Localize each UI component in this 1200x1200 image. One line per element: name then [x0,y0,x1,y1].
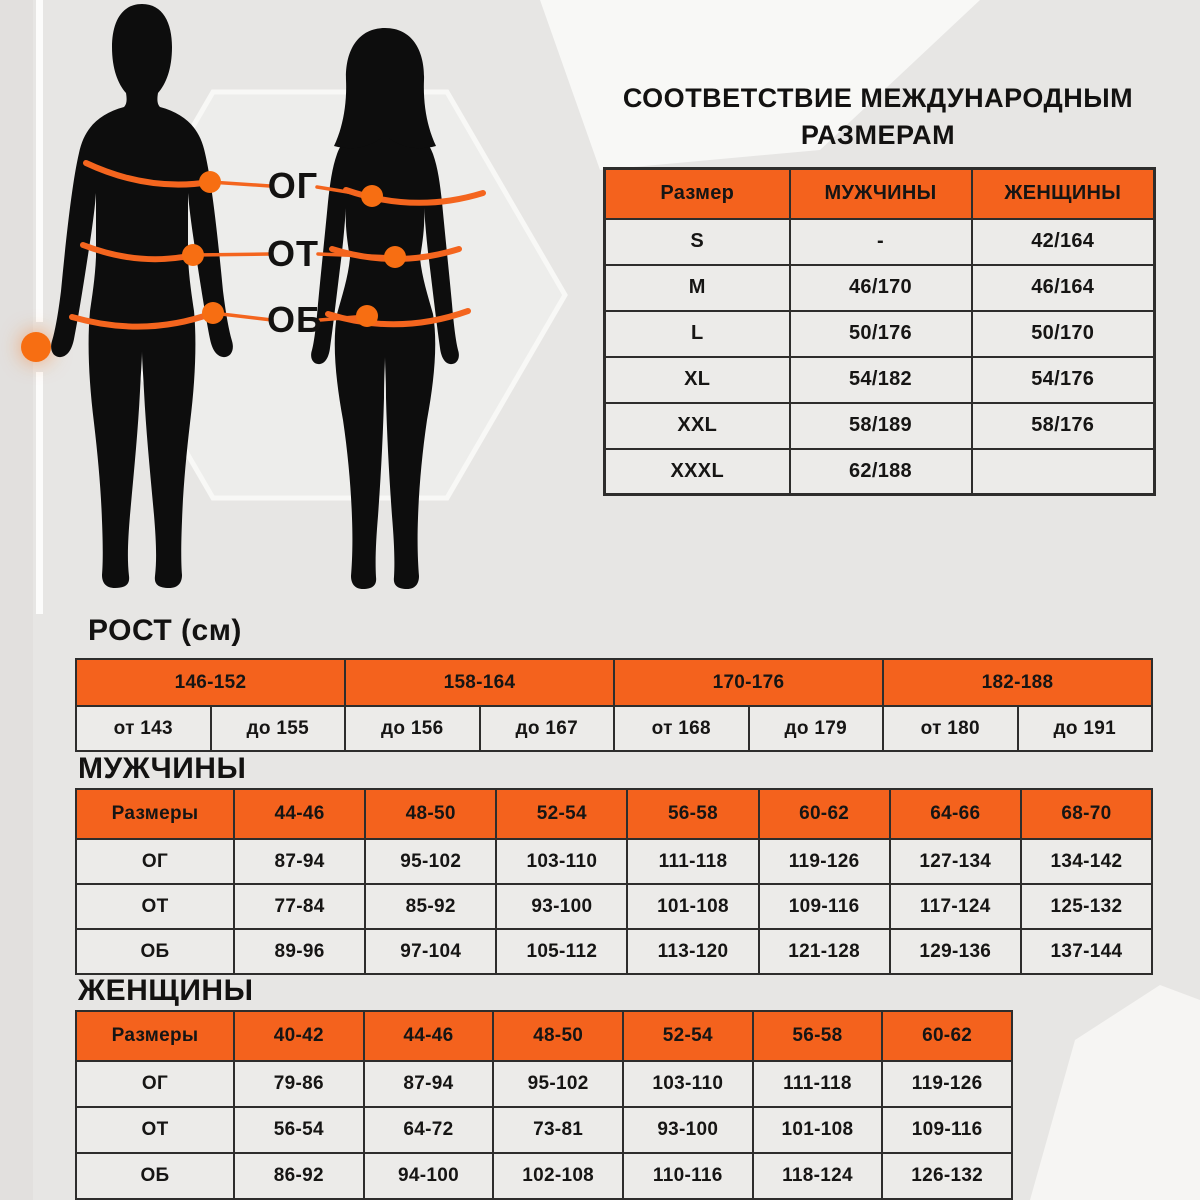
cell: 109-116 [759,884,890,929]
cell: 58/189 [790,403,972,449]
cell: 79-86 [234,1061,364,1107]
cell: до 156 [345,706,480,751]
cell: 93-100 [623,1107,753,1153]
cell: XXXL [605,449,790,495]
cell: 73-81 [493,1107,623,1153]
women-section-title: ЖЕНЩИНЫ [78,974,254,1007]
cell: 101-108 [753,1107,883,1153]
cell: 95-102 [365,839,496,884]
header-cell: 44-46 [234,789,365,839]
cell: 102-108 [493,1153,623,1199]
cell: от 168 [614,706,749,751]
header-cell: 44-46 [364,1011,494,1061]
cell: 111-118 [753,1061,883,1107]
hips-label: ОБ [267,299,323,340]
cell: до 179 [749,706,884,751]
table-row [605,449,1155,495]
cell: 87-94 [234,839,365,884]
male-silhouette [51,4,233,588]
cell: 103-110 [623,1061,753,1107]
cell: 109-116 [882,1107,1012,1153]
row-label-cell: ОГ [76,839,234,884]
chest-label: ОГ [267,165,319,206]
cell: L [605,311,790,357]
header-cell: 52-54 [496,789,627,839]
cell: 77-84 [234,884,365,929]
row-label-cell: ОГ [76,1061,234,1107]
table-row [76,839,1152,884]
table-row [605,357,1155,403]
cell: до 191 [1018,706,1153,751]
cell: 118-124 [753,1153,883,1199]
header-cell: Размеры [76,1011,234,1061]
measure-dot [384,246,406,268]
header-cell: Размер [605,169,790,219]
cell: 113-120 [627,929,758,974]
international-sizes-table [603,167,1156,496]
cell: 56-54 [234,1107,364,1153]
header-cell: МУЖЧИНЫ [790,169,972,219]
women-sizes-table [75,1010,1013,1200]
cell: 50/170 [972,311,1155,357]
cell: 85-92 [365,884,496,929]
cell: 105-112 [496,929,627,974]
cell: 64-72 [364,1107,494,1153]
row-label-cell: ОТ [76,1107,234,1153]
cell: 58/176 [972,403,1155,449]
measure-dot [199,171,221,193]
cell: 111-118 [627,839,758,884]
cell: 119-126 [759,839,890,884]
header-cell: 158-164 [345,659,614,706]
row-label-cell: ОБ [76,929,234,974]
header-cell: 40-42 [234,1011,364,1061]
cell: 42/164 [972,219,1155,265]
table-header-row [76,1011,1012,1061]
table-row [76,1061,1012,1107]
cell: 134-142 [1021,839,1152,884]
cell: 62/188 [790,449,972,495]
cell: 121-128 [759,929,890,974]
measure-dot [182,244,204,266]
cell: 127-134 [890,839,1021,884]
header-cell: 182-188 [883,659,1152,706]
table-row [605,265,1155,311]
cell: 95-102 [493,1061,623,1107]
corner-hexagon [1030,985,1200,1200]
cell: 54/182 [790,357,972,403]
header-cell: Размеры [76,789,234,839]
waist-label: ОТ [267,233,319,274]
row-label-cell: ОБ [76,1153,234,1199]
table-row [605,403,1155,449]
cell: 103-110 [496,839,627,884]
cell: 50/176 [790,311,972,357]
header-cell: 60-62 [759,789,890,839]
cell: 46/164 [972,265,1155,311]
header-cell: 64-66 [890,789,1021,839]
cell: S [605,219,790,265]
table-row [76,929,1152,974]
cell: 117-124 [890,884,1021,929]
table-row [76,1107,1012,1153]
header-cell: 52-54 [623,1011,753,1061]
cell: 94-100 [364,1153,494,1199]
measure-dot [361,185,383,207]
cell: M [605,265,790,311]
cell: - [790,219,972,265]
table-row [76,1153,1012,1199]
cell: 101-108 [627,884,758,929]
men-section-title: МУЖЧИНЫ [78,752,247,785]
cell: до 155 [211,706,346,751]
cell: 86-92 [234,1153,364,1199]
cell: 119-126 [882,1061,1012,1107]
table-header-row [76,789,1152,839]
table-row [605,219,1155,265]
header-cell: 48-50 [365,789,496,839]
measure-dot [356,305,378,327]
cell: 54/176 [972,357,1155,403]
female-hair [334,28,436,148]
men-sizes-table [75,788,1153,975]
header-cell: ЖЕНЩИНЫ [972,169,1155,219]
cell: 89-96 [234,929,365,974]
cell: от 143 [76,706,211,751]
measure-dot [202,302,224,324]
table-row [605,311,1155,357]
cell: 87-94 [364,1061,494,1107]
table-header-row [605,169,1155,219]
cell: 110-116 [623,1153,753,1199]
header-cell: 68-70 [1021,789,1152,839]
row-label-cell: ОТ [76,884,234,929]
cell: от 180 [883,706,1018,751]
cell: 46/170 [790,265,972,311]
table-row [76,884,1152,929]
cell: XL [605,357,790,403]
body-silhouettes [0,0,600,612]
page-title-line2: РАЗМЕРАМ [800,120,956,150]
height-section-title: РОСТ (см) [88,614,242,647]
table-row [76,706,1152,751]
header-cell: 56-58 [627,789,758,839]
cell: до 167 [480,706,615,751]
cell: 93-100 [496,884,627,929]
height-table [75,658,1153,752]
header-cell: 146-152 [76,659,345,706]
cell: 137-144 [1021,929,1152,974]
header-cell: 60-62 [882,1011,1012,1061]
header-cell: 56-58 [753,1011,883,1061]
cell: 129-136 [890,929,1021,974]
header-cell: 170-176 [614,659,883,706]
table-header-row [76,659,1152,706]
page-title [603,80,1153,154]
cell [972,449,1155,495]
cell: 97-104 [365,929,496,974]
female-silhouette [311,100,459,589]
page-title-line1: СООТВЕТСТВИЕ МЕЖДУНАРОДНЫМ [622,83,1134,113]
header-cell: 48-50 [493,1011,623,1061]
cell: 125-132 [1021,884,1152,929]
cell: XXL [605,403,790,449]
cell: 126-132 [882,1153,1012,1199]
